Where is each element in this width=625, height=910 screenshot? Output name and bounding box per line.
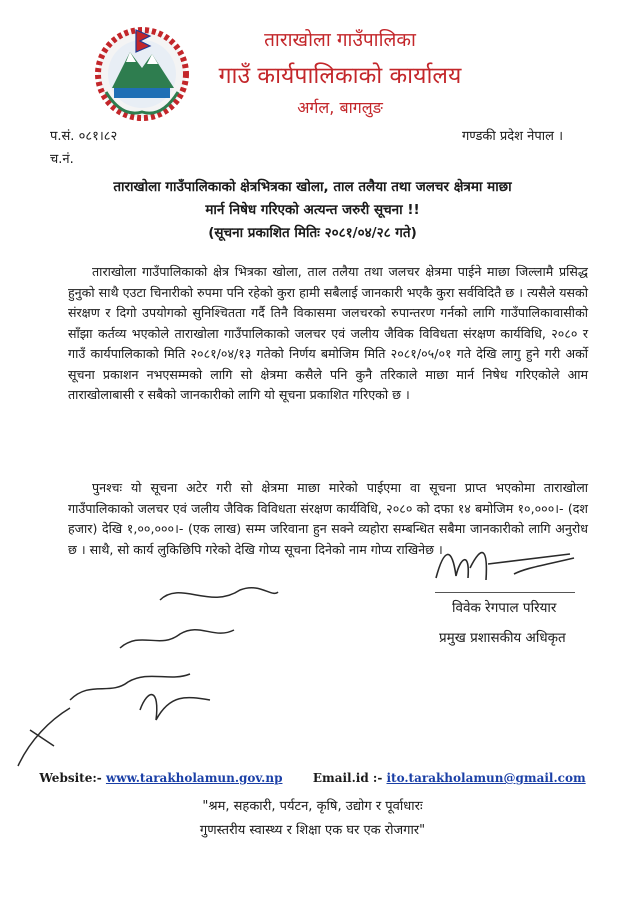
footer-contact: [0, 771, 625, 785]
handwritten-note-icon: [10, 570, 280, 770]
handwritten-signature-icon: [430, 538, 580, 588]
subject-line-3: (सूचना प्रकाशित मितिः २०८१/०४/२८ गते): [208, 225, 417, 241]
email-label: Email.id :-: [312, 771, 383, 785]
dispatch-number: च.नं.: [50, 152, 74, 167]
slogan-line-2: गुणस्तरीय स्वास्थ्य र शिक्षा एक घर एक रोजगार": [199, 823, 426, 838]
signatory-name: विवेक रेगपाल परियार: [452, 600, 557, 616]
reference-number: प.सं. ०८१।८२: [50, 129, 118, 144]
signatory-designation: प्रमुख प्रशासकीय अधिकृत: [439, 630, 566, 646]
org-name: ताराखोला गाउँपालिका: [264, 29, 416, 51]
office-address: अर्गल, बागलुङ: [297, 98, 383, 117]
website-link[interactable]: www.tarakholamun.gov.np: [105, 771, 283, 785]
notice-paragraph-1: ताराखोला गाउँपालिकाको क्षेत्र भित्रका खोला, ताल तलैया तथा जलचर क्षेत्रमा पाईने माछा जिल्लामै प्रसिद्ध हुनुको साथै एउटा चिनारीको रुपमा पनि रहेको कुरा हामी सबैलाई जानकारी भएकै कुरा सर्वविदितै छ । त्यसैले यसको संरक्षण र दिगो उपयोगको सुनिश्चितता गर्दै तिनै विकासमा जलचरको रुपान्तरण गर्नको लागि गाउँपालिकावासीको साँझा कर्तव्य भएकोले ताराखोला गाउँपालिकाको जलचर एवं जलीय जैविक विविधता संरक्षण कार्यविधि, २०८० र गाउँ कार्यपालिकाको मिति २०८१/०४/१३ गतेको निर्णय बमोजिम मिति २०८१/०५/०१ गते देखि लागु हुने गरी अर्को सूचना प्रकाशन नभएसम्मको लागि सो क्षेत्रमा कसैले पनि कुनै तरिकाले माछा मार्न निषेध गरिएकोले आम ताराखोलाबासी र सबैको जानकारीको लागि यो सूचना प्रकाशित गरिएको छ ।: [68, 264, 588, 402]
office-name: गाउँ कार्यपालिकाको कार्यालय: [218, 63, 462, 89]
province-label: गण्डकी प्रदेश नेपाल ।: [461, 129, 563, 144]
email-link[interactable]: ito.tarakholamun@gmail.com: [386, 771, 586, 785]
subject-line-1: ताराखोला गाउँपालिकाको क्षेत्रभित्रका खोला, ताल तलैया तथा जलचर क्षेत्रमा माछा: [113, 179, 512, 195]
website-label: Website:-: [39, 771, 102, 785]
slogan-line-1: "श्रम, सहकारी, पर्यटन, कृषि, उद्योग र पूर्वाधारः: [202, 799, 423, 814]
signature-line: [435, 592, 575, 593]
notice-paragraph-2: पुनश्चः यो सूचना अटेर गरी सो क्षेत्रमा माछा मारेको पाईएमा वा सूचना प्राप्त भएकोमा ताराखोला गाउँपालिकाको जलचर एवं जलीय जैविक विविधता संरक्षण कार्यविधि, २०८० को दफा १४ बमोजिम १०,०००।- (दश हजार) देखि १,००,०००।- (एक लाख) सम्म जरिवाना हुन सक्ने व्यहोरा सम्बन्धित सबैमा जानकारीको लागि अनुरोध छ । साथै, सो कार्य लुकिछिपि गरेको देखि गोप्य सूचना दिनेको नाम गोप्य राखिनेछ ।: [68, 480, 588, 557]
subject-line-2: मार्न निषेध गरिएको अत्यन्त जरुरी सूचना !!: [205, 202, 420, 218]
nepal-emblem-logo-icon: [92, 22, 192, 122]
